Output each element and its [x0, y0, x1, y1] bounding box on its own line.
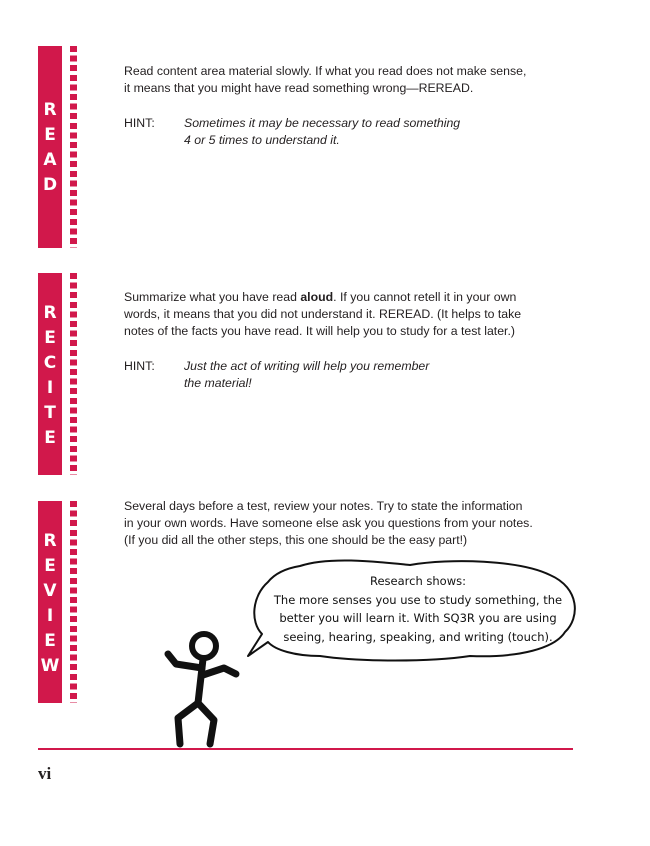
hint-label: HINT: — [124, 359, 155, 373]
tab-letter: I — [46, 606, 54, 626]
recite-paragraph-line: words, it means that you did not understand it. REREAD. (It helps to take — [124, 307, 522, 321]
tab-letter: C — [43, 353, 57, 373]
page-number: vi — [38, 764, 52, 783]
tab-letter: E — [44, 556, 56, 576]
read-paragraph-line: Read content area material slowly. If what you read does not make sense, — [124, 64, 527, 78]
bubble-line: seeing, hearing, speaking, and writing (touch). — [283, 629, 553, 644]
tab-letter: E — [44, 328, 56, 348]
hint-label: HINT: — [124, 116, 155, 130]
recite-paragraph-text: . If you cannot retell it in your own — [333, 290, 517, 304]
hint-line: Just the act of writing will help you remember — [184, 359, 430, 373]
recite-bold-word: aloud — [300, 290, 334, 304]
bubble-line: The more senses you use to study something, the — [273, 592, 563, 607]
bubble-line: better you will learn it. With SQ3R you are using — [279, 611, 557, 625]
hint-line: the material! — [184, 376, 252, 390]
tab-letter: E — [44, 631, 56, 651]
recite-paragraph-text: Summarize what you have read — [124, 290, 301, 304]
tab-letter: T — [44, 403, 56, 423]
bubble-line: Research shows: — [370, 574, 466, 588]
read-paragraph-line: it means that you might have read something wrong—REREAD. — [124, 81, 474, 95]
recite-paragraph-line: notes of the facts you have read. It will help you to study for a test later.) — [124, 324, 515, 338]
footer-rule — [38, 748, 573, 750]
tab-letter: E — [44, 428, 56, 448]
review-paragraph-line: (If you did all the other steps, this one should be the easy part!) — [124, 533, 468, 547]
tab-letter: R — [43, 100, 57, 120]
review-paragraph-line: Several days before a test, review your notes. Try to state the information — [124, 499, 523, 513]
tab-letter: R — [43, 531, 57, 551]
tab-letter: A — [43, 150, 57, 170]
hint-line: 4 or 5 times to understand it. — [184, 133, 340, 147]
review-paragraph-line: in your own words. Have someone else ask you questions from your notes. — [124, 516, 533, 530]
tab-letter: R — [43, 303, 57, 323]
tab-letter: W — [40, 656, 60, 676]
tab-letter: V — [43, 581, 57, 601]
tab-letter: D — [42, 175, 58, 195]
hint-line: Sometimes it may be necessary to read something — [184, 116, 461, 130]
tab-letter: I — [46, 378, 54, 398]
tab-letter: E — [44, 125, 56, 145]
